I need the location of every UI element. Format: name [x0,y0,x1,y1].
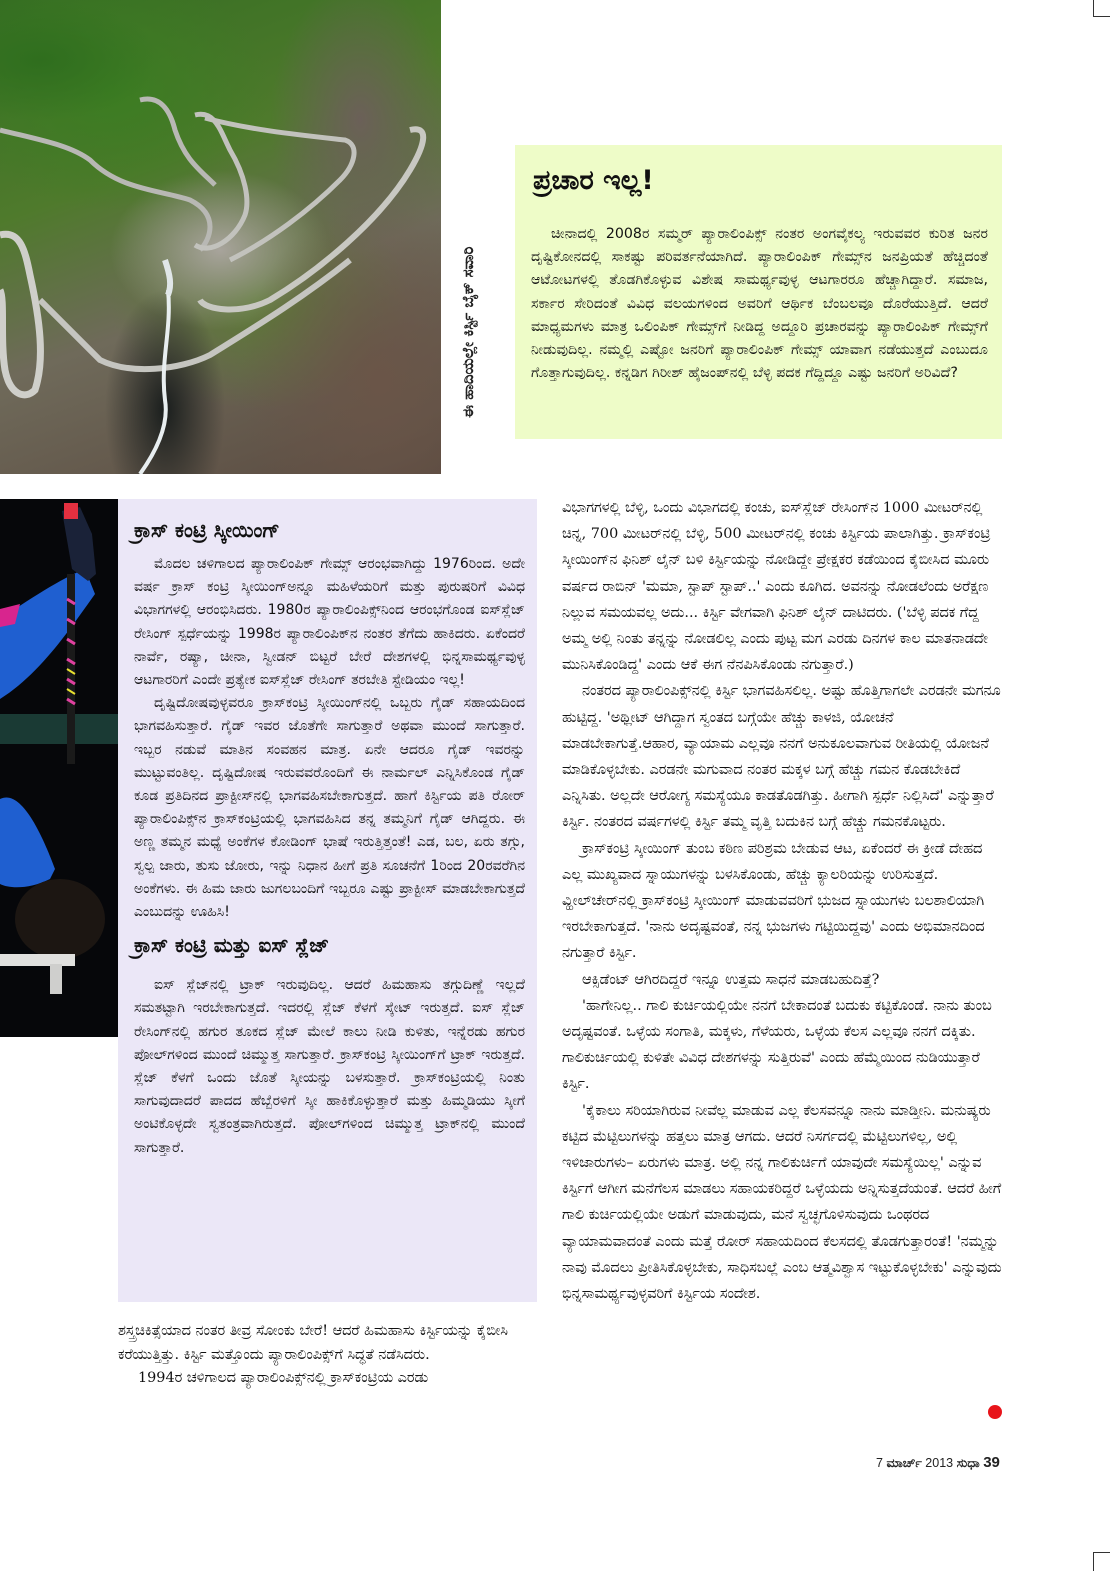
article-end-marker-icon [988,1405,1002,1419]
page-number: 39 [983,1454,1000,1471]
crop-mark-bottom-right [1093,1552,1110,1571]
paragraph: ನಂತರದ ಪ್ಯಾರಾಲಿಂಪಿಕ್ಸ್‌ನಲ್ಲಿ ಕಿರ್ಸ್ಟಿ ಭಾಗವಹಿಸಲಿಲ್ಲ. ಅಷ್ಟು ಹೊತ್ತಿಗಾಗಲೇ ಎರಡನೇ ಮಗನೂ ಹುಟ್ಟಿದ್ದ. 'ಅಥ್ಲೀಟ್ ಆಗಿದ್ದಾಗ ಸ್ವಂತದ ಬಗ್ಗೆಯೇ ಹೆಚ್ಚು ಕಾಳಜಿ, ಯೋಚನೆ ಮಾಡಬೇಕಾಗುತ್ತೆ.ಆಹಾರ, ವ್ಯಾಯಾಮ ಎಲ್ಲವೂ ನನಗೆ ಅನುಕೂಲವಾಗುವ ರೀತಿಯಲ್ಲಿ ಯೋಜನೆ ಮಾಡಿಕೊಳ್ಳಬೇಕು. ಎರಡನೇ ಮಗುವಾದ ನಂತರ ಮಕ್ಕಳ ಬಗ್ಗೆ ಹೆಚ್ಚು ಗಮನ ಕೊಡಬೇಕಿದೆ ಎನ್ನಿಸಿತು. ಅಲ್ಲದೇ ಆರೋಗ್ಯ ಸಮಸ್ಯೆಯೂ ಕಾಡತೊಡಗಿತ್ತು. ಹೀಗಾಗಿ ಸ್ಪರ್ಧೆ ನಿಲ್ಲಿಸಿದೆ' ಎನ್ನುತ್ತಾರೆ ಕಿರ್ಸ್ಟಿ. ನಂತರದ ವರ್ಷಗಳಲ್ಲಿ ಕಿರ್ಸ್ಟಿ ತಮ್ಮ ವೃತ್ತಿ ಬದುಕಿನ ಬಗ್ಗೆ ಹೆಚ್ಚು ಗಮನಕೊಟ್ಟರು. [562,683,1001,831]
paragraph: ಮೊದಲ ಚಳಿಗಾಲದ ಪ್ಯಾರಾಲಿಂಪಿಕ್ ಗೇಮ್ಸ್ ಆರಂಭವಾಗಿದ್ದು 1976ರಿಂದ. ಅದೇ ವರ್ಷ ಕ್ರಾಸ್ ಕಂಟ್ರಿ ಸ್ಕೀಯಿಂಗ್‌ಅನ್ನೂ ಮಹಿಳೆಯರಿಗೆ ಮತ್ತು ಪುರುಷರಿಗೆ ವಿವಿಧ ವಿಭಾಗಗಳಲ್ಲಿ ಆರಂಭಿಸಿದರು. 1980ರ ಪ್ಯಾರಾಲಿಂಪಿಕ್ಸ್‌ನಿಂದ ಆರಂಭಗೊಂಡ ಐಸ್‌ಸ್ಲೆಜ್ ರೇಸಿಂಗ್ ಸ್ಪರ್ಧೆಯನ್ನು 1998ರ ಪ್ಯಾರಾಲಿಂಪಿಕ್‌ನ ನಂತರ ತೆಗೆದು ಹಾಕಿದರು. ಏಕೆಂದರೆ ನಾರ್ವೆ, ರಷ್ಯಾ, ಚೀನಾ, ಸ್ವೀಡನ್ ಬಿಟ್ಟರೆ ಬೇರೆ ದೇಶಗಳಲ್ಲಿ ಭಿನ್ನಸಾಮರ್ಥ್ಯವುಳ್ಳ ಆಟಗಾರರಿಗೆ ಎಂದೇ ಪ್ರತ್ಯೇಕ ಐಸ್‌ಸ್ಲೆಜ್ ರೇಸಿಂಗ್ ತರಬೇತಿ ಸ್ಟೇಡಿಯಂ ಇಲ್ಲ! [134,556,525,689]
skier-with-pole-photo [0,499,118,1037]
paragraph: ಕ್ರಾಸ್‌ಕಂಟ್ರಿ ಸ್ಕೀಯಿಂಗ್ ತುಂಬ ಕಠಿಣ ಪರಿಶ್ರಮ ಬೇಡುವ ಆಟ, ಏಕೆಂದರೆ ಈ ಕ್ರೀಡೆ ದೇಹದ ಎಲ್ಲ ಮುಖ್ಯವಾದ ಸ್ನಾಯುಗಳನ್ನು ಬಳಸಿಕೊಂಡು, ಹೆಚ್ಚು ಕ್ಯಾಲರಿಯನ್ನು ಉರಿಸುತ್ತದೆ. ವ್ಹೀಲ್‌ಚೇರ್‌ನಲ್ಲಿ ಕ್ರಾಸ್‌ಕಂಟ್ರಿ ಸ್ಕೀಯಿಂಗ್ ಮಾಡುವವರಿಗೆ ಭುಜದ ಸ್ನಾಯುಗಳು ಬಲಶಾಲಿಯಾಗಿ ಇರಬೇಕಾಗುತ್ತದೆ. 'ನಾನು ಅದೃಷ್ಟವಂತೆ, ನನ್ನ ಭುಜಗಳು ಗಟ್ಟಿಯಿದ್ದವು' ಎಂದು ಅಭಿಮಾನದಿಂದ ನಗುತ್ತಾರೆ ಕಿರ್ಸ್ಟಿ. [562,840,985,962]
sidebar-no-publicity [515,145,1002,439]
paragraph: ಆಕ್ಸಿಡೆಂಟ್ ಆಗಿರದಿದ್ದರೆ ಇನ್ನೂ ಉತ್ತಮ ಸಾಧನೆ ಮಾಡಬಹುದಿತ್ತೆ? [582,971,880,988]
crop-mark-top-right [1093,0,1110,17]
footer-month: ಮಾರ್ಚ್ [886,1456,922,1470]
page-footer [876,1454,1000,1471]
feature-box-cross-country [118,499,537,1302]
sidebar-title: ಪ್ರಚಾರ ಇಲ್ಲ! [533,165,654,196]
paragraph: 'ಹಾಗೇನಿಲ್ಲ.. ಗಾಲಿ ಕುರ್ಚಿಯಲ್ಲಿಯೇ ನನಗೆ ಬೇಕಾದಂತೆ ಬದುಕು ಕಟ್ಟಿಕೊಂಡೆ. ನಾನು ತುಂಬ ಅದೃಷ್ಟವಂತೆ. ಒಳ್ಳೆಯ ಸಂಗಾತಿ, ಮಕ್ಕಳು, ಗೆಳೆಯರು, ಒಳ್ಳೆಯ ಕೆಲಸ ಎಲ್ಲವೂ ನನಗೆ ದಕ್ಕಿತು. ಗಾಲಿಕುರ್ಚಿಯಲ್ಲಿ ಕುಳಿತೇ ವಿವಿಧ ದೇಶಗಳನ್ನು ಸುತ್ತಿರುವೆ' ಎಂದು ಹೆಮ್ಮೆಯಿಂದ ನುಡಿಯುತ್ತಾರೆ ಕಿರ್ಸ್ಟಿ. [562,997,992,1093]
paragraph: 1994ರ ಚಳಿಗಾಲದ ಪ್ಯಾರಾಲಿಂಪಿಕ್ಸ್‌ನಲ್ಲಿ ಕ್ರಾಸ್‌ಕಂಟ್ರಿಯ ಎರಡು [138,1370,429,1387]
paragraph: ಶಸ್ತ್ರಚಿಕಿತ್ಸೆಯಾದ ನಂತರ ತೀವ್ರ ಸೋಂಕು ಬೇರೆ! ಆದರೆ ಹಿಮಹಾಸು ಕಿರ್ಸ್ಟಿಯನ್ನು ಕೈಬೀಸಿ ಕರೆಯುತ್ತಿತ್ತು. ಕಿರ್ಸ್ಟಿ ಮತ್ತೊಂದು ಪ್ಯಾರಾಲಿಂಪಿಕ್ಸ್‌ಗೆ ಸಿದ್ಧತೆ ನಡೆಸಿದರು. [118,1323,508,1363]
footer-day: 7 [876,1456,883,1470]
footer-magazine-name: ಸುಧಾ [956,1456,980,1470]
sidebar-body: ಚೀನಾದಲ್ಲಿ 2008ರ ಸಮ್ಮರ್ ಪ್ಯಾರಾಲಿಂಪಿಕ್ಸ್ ನಂತರ ಅಂಗವೈಕಲ್ಯ ಇರುವವರ ಕುರಿತ ಜನರ ದೃಷ್ಟಿಕೋನದಲ್ಲಿ ಸಾಕಷ್ಟು ಪರಿವರ್ತನೆಯಾಗಿದೆ. ಪ್ಯಾರಾಲಿಂಪಿಕ್ ಗೇಮ್ಸ್‌ನ ಜನಪ್ರಿಯತೆ ಹೆಚ್ಚಿದಂತೆ ಆಟೋಟಗಳಲ್ಲಿ ತೊಡಗಿಕೊಳ್ಳುವ ವಿಶೇಷ ಸಾಮರ್ಥ್ಯವುಳ್ಳ ಆಟಗಾರರೂ ಹೆಚ್ಚಾಗಿದ್ದಾರೆ. ಸಮಾಜ, ಸರ್ಕಾರ ಸೇರಿದಂತೆ ವಿವಿಧ ವಲಯಗಳಿಂದ ಅವರಿಗೆ ಆರ್ಥಿಕ ಬೆಂಬಲವೂ ದೊರೆಯುತ್ತಿದೆ. ಆದರೆ ಮಾಧ್ಯಮಗಳು ಮಾತ್ರ ಒಲಿಂಪಿಕ್ ಗೇಮ್ಸ್‌ಗೆ ನೀಡಿದ್ದ ಅದ್ದೂರಿ ಪ್ರಚಾರವನ್ನು ಪ್ಯಾರಾಲಿಂಪಿಕ್ ಗೇಮ್ಸ್‌ಗೆ ನೀಡುವುದಿಲ್ಲ. ನಮ್ಮಲ್ಲಿ ಎಷ್ಟೋ ಜನರಿಗೆ ಪ್ಯಾರಾಲಿಂಪಿಕ್ ಗೇಮ್ಸ್ ಯಾವಾಗ ನಡೆಯುತ್ತದೆ ಎಂಬುದೂ ಗೊತ್ತಾಗುವುದಿಲ್ಲ. ಕನ್ನಡಿಗ ಗಿರೀಶ್ ಹೈಜಂಪ್‌ನಲ್ಲಿ ಬೆಳ್ಳಿ ಪದಕ ಗೆದ್ದಿದ್ದೂ ಎಷ್ಟು ಜನರಿಗೆ ಅರಿವಿದೆ? [531,226,988,382]
section-heading-cross-country-and-ice-sledge: ಕ್ರಾಸ್ ಕಂಟ್ರಿ ಮತ್ತು ಐಸ್ ಸ್ಲೆಜ್ [134,933,330,958]
footer-year: 2013 [925,1456,954,1470]
skier-illustration [0,499,118,1037]
paragraph: 'ಕೈಕಾಲು ಸರಿಯಾಗಿರುವ ನೀವೆಲ್ಲ ಮಾಡುವ ಎಲ್ಲ ಕೆಲಸವನ್ನೂ ನಾನು ಮಾಡ್ತೀನಿ. ಮನುಷ್ಯರು ಕಟ್ಟಿದ ಮೆಟ್ಟಿಲುಗಳನ್ನು ಹತ್ತಲು ಮಾತ್ರ ಆಗದು. ಆದರೆ ನಿಸರ್ಗದಲ್ಲಿ ಮೆಟ್ಟಿಲುಗಳಿಲ್ಲ, ಅಲ್ಲಿ ಇಳಿಜಾರುಗಳು– ಏರುಗಳು ಮಾತ್ರ. ಅಲ್ಲಿ ನನ್ನ ಗಾಲಿಕುರ್ಚಿಗೆ ಯಾವುದೇ ಸಮಸ್ಯೆಯಿಲ್ಲ' ಎನ್ನುವ ಕಿರ್ಸ್ಟಿಗೆ ಆಗೀಗ ಮನೆಗೆಲಸ ಮಾಡಲು ಸಹಾಯಕರಿದ್ದರೆ ಒಳ್ಳೆಯದು ಅನ್ನಿಸುತ್ತದೆಯಂತೆ. ಆದರೆ ಹೀಗೆ ಗಾಲಿ ಕುರ್ಚಿಯಲ್ಲಿಯೇ ಅಡುಗೆ ಮಾಡುವುದು, ಮನೆ ಸ್ವಚ್ಛಗೊಳಿಸುವುದು ಒಂಥರದ ವ್ಯಾಯಾಮವಾದಂತೆ ಎಂದು ಮತ್ತೆ ರೋರ್ ಸಹಾಯದಿಂದ ಕೆಲಸದಲ್ಲಿ ತೊಡಗುತ್ತಾರಂತೆ! 'ನಮ್ಮನ್ನು ನಾವು ಮೊದಲು ಪ್ರೀತಿಸಿಕೊಳ್ಳಬೇಕು, ಸಾಧಿಸಬಲ್ಲೆ ಎಂಬ ಆತ್ಮವಿಶ್ವಾಸ ಇಟ್ಟುಕೊಳ್ಳಬೇಕು' ಎನ್ನುವುದು ಭಿನ್ನಸಾಮರ್ಥ್ಯವುಳ್ಳವರಿಗೆ ಕಿರ್ಸ್ಟಿಯ ಸಂದೇಶ. [562,1102,1002,1303]
paragraph: ವಿಭಾಗಗಳಲ್ಲಿ ಬೆಳ್ಳಿ, ಒಂದು ವಿಭಾಗದಲ್ಲಿ ಕಂಚು, ಐಸ್‌ಸ್ಲೆಜ್ ರೇಸಿಂಗ್‌ನ 1000 ಮೀಟರ್‌ನಲ್ಲಿ ಚಿನ್ನ, 700 ಮೀಟರ್‌ನಲ್ಲಿ ಬೆಳ್ಳಿ, 500 ಮೀಟರ್‌ನಲ್ಲಿ ಕಂಚು ಕಿರ್ಸ್ಟಿಯ ಪಾಲಾಗಿತ್ತು. ಕ್ರಾಸ್‌ಕಂಟ್ರಿ ಸ್ಕೀಯಿಂಗ್‌ನ ಫಿನಿಶ್ ಲೈನ್ ಬಳಿ ಕಿರ್ಸ್ಟಿಯನ್ನು ನೋಡಿದ್ದೇ ಪ್ರೇಕ್ಷಕರ ಕಡೆಯಿಂದ ಕೈಬೀಸಿದ ಮೂರು ವರ್ಷದ ರಾಬಿನ್ 'ಮಮಾ, ಸ್ಟಾಪ್ ಸ್ಟಾಪ್..' ಎಂದು ಕೂಗಿದ. ಅವನನ್ನು ನೋಡಲೆಂದು ಅರೆಕ್ಷಣ ನಿಲ್ಲುವ ಸಮಯವಲ್ಲ ಅದು... ಕಿರ್ಸ್ಟಿ ವೇಗವಾಗಿ ಫಿನಿಶ್ ಲೈನ್ ದಾಟಿದರು. ('ಬೆಳ್ಳಿ ಪದಕ ಗೆದ್ದ ಅಮ್ಮ ಅಲ್ಲಿ ನಿಂತು ತನ್ನನ್ನು ನೋಡಲಿಲ್ಲ ಎಂದು ಪುಟ್ಟ ಮಗ ಎರಡು ದಿನಗಳ ಕಾಲ ಮಾತನಾಡದೇ ಮುನಿಸಿಕೊಂಡಿದ್ದ' ಎಂದು ಆಕೆ ಈಗ ನೆನಪಿಸಿಕೊಂಡು ನಗುತ್ತಾರೆ.) [562,500,991,674]
article-column-left [118,1320,528,1391]
mountain-hairpin-road-photo [0,0,441,474]
paragraph: ದೃಷ್ಟಿದೋಷವುಳ್ಳವರೂ ಕ್ರಾಸ್‌ಕಂಟ್ರಿ ಸ್ಕೀಯಿಂಗ್‌ನಲ್ಲಿ ಒಬ್ಬರು ಗೈಡ್ ಸಹಾಯದಿಂದ ಭಾಗವಹಿಸುತ್ತಾರೆ. ಗೈಡ್ ಇವರ ಜೊತೆಗೇ ಸಾಗುತ್ತಾರೆ ಅಥವಾ ಮುಂದೆ ಸಾಗುತ್ತಾರೆ. ಇಬ್ಬರ ನಡುವೆ ಮಾತಿನ ಸಂವಹನ ಮಾತ್ರ. ಏನೇ ಆದರೂ ಗೈಡ್ ಇವರನ್ನು ಮುಟ್ಟುವಂತಿಲ್ಲ. ದೃಷ್ಟಿದೋಷ ಇರುವವರೊಂದಿಗೆ ಈ ನಾರ್ಮಲ್ ಎನ್ನಿಸಿಕೊಂಡ ಗೈಡ್ ಕೂಡ ಪ್ರತಿದಿನದ ಪ್ರಾಕ್ಟೀಸ್‌ನಲ್ಲಿ ಭಾಗವಹಿಸಬೇಕಾಗುತ್ತದೆ. ಹಾಗೆ ಕಿರ್ಸ್ಟಿಯ ಪತಿ ರೋರ್ ಪ್ಯಾರಾಲಿಂಪಿಕ್ಸ್‌ನ ಕ್ರಾಸ್‌ಕಂಟ್ರಿಯಲ್ಲಿ ಭಾಗವಹಿಸಿದ ತನ್ನ ತಮ್ಮನಿಗೆ ಗೈಡ್ ಆಗಿದ್ದರು. ಈ ಅಣ್ಣ ತಮ್ಮನ ಮಧ್ಯೆ ಅಂಕೆಗಳ ಕೋಡಿಂಗ್ ಭಾಷೆ ಇರುತ್ತಿತ್ತಂತೆ! ಎಡ, ಬಲ, ಏರು ತಗ್ಗು, ಸ್ವಲ್ಪ ಜಾರು, ತುಸು ಜೋರು, ಇನ್ನು ನಿಧಾನ ಹೀಗೆ ಪ್ರತಿ ಸೂಚನೆಗೆ 1ರಿಂದ 20ರವರೆಗಿನ ಅಂಕೆಗಳು. ಈ ಹಿಮ ಜಾರು ಜುಗಲಬಂದಿಗೆ ಇಬ್ಬರೂ ಎಷ್ಟು ಪ್ರಾಕ್ಟೀಸ್ ಮಾಡಬೇಕಾಗುತ್ತದೆ ಎಂಬುದನ್ನು ಊಹಿಸಿ! [134,695,525,921]
winding-road-illustration [0,0,441,474]
article-column-right [562,495,1002,1307]
section-heading-cross-country-skiing: ಕ್ರಾಸ್ ಕಂಟ್ರಿ ಸ್ಕೀಯಿಂಗ್ [134,518,280,542]
photo-caption: ಈ ಹಾದಿಯಲ್ಲೇ ಕಿರ್ಸ್ಟಿ ಬೈಕ್ ಸವಾರಿ [459,246,477,419]
paragraph: ಐಸ್ ಸ್ಲೆಜ್‌ನಲ್ಲಿ ಟ್ರಾಕ್ ಇರುವುದಿಲ್ಲ. ಆದರೆ ಹಿಮಹಾಸು ತಗ್ಗುದಿಣ್ಣೆ ಇಲ್ಲದೆ ಸಮತಟ್ಟಾಗಿ ಇರಬೇಕಾಗುತ್ತದೆ. ಇದರಲ್ಲಿ ಸ್ಲೆಜ್ ಕೆಳಗೆ ಸ್ಕೇಟ್ ಇರುತ್ತದೆ. ಐಸ್ ಸ್ಲೆಜ್ ರೇಸಿಂಗ್‌ನಲ್ಲಿ ಹಗುರ ತೂಕದ ಸ್ಲೆಜ್ ಮೇಲೆ ಕಾಲು ನೀಡಿ ಕುಳಿತು, ಇನ್ನೆರಡು ಹಗುರ ಪೋಲ್‌ಗಳಿಂದ ಮುಂದೆ ಚಿಮ್ಮುತ್ತ ಸಾಗುತ್ತಾರೆ. ಕ್ರಾಸ್‌ಕಂಟ್ರಿ ಸ್ಕೀಯಿಂಗ್‌ಗೆ ಟ್ರಾಕ್ ಇರುತ್ತದೆ. ಸ್ಲೆಜ್ ಕೆಳಗೆ ಒಂದು ಜೊತೆ ಸ್ಕೀಯನ್ನು ಬಳಸುತ್ತಾರೆ. ಕ್ರಾಸ್‌ಕಂಟ್ರಿಯಲ್ಲಿ ನಿಂತು ಸಾಗುವುದಾದರೆ ಪಾದದ ಹೆಬ್ಬೆರಳಿಗೆ ಸ್ಕೀ ಹಾಕಿಕೊಳ್ಳುತ್ತಾರೆ ಮತ್ತು ಹಿಮ್ಮಡಿಯು ಸ್ಕೀಗೆ ಅಂಟಿಕೊಳ್ಳದೇ ಸ್ವತಂತ್ರವಾಗಿರುತ್ತದೆ. ಪೋಲ್‌ಗಳಿಂದ ಚಿಮ್ಮುತ್ತ ಟ್ರಾಕ್‌ನಲ್ಲಿ ಮುಂದೆ ಸಾಗುತ್ತಾರೆ. [134,977,525,1156]
